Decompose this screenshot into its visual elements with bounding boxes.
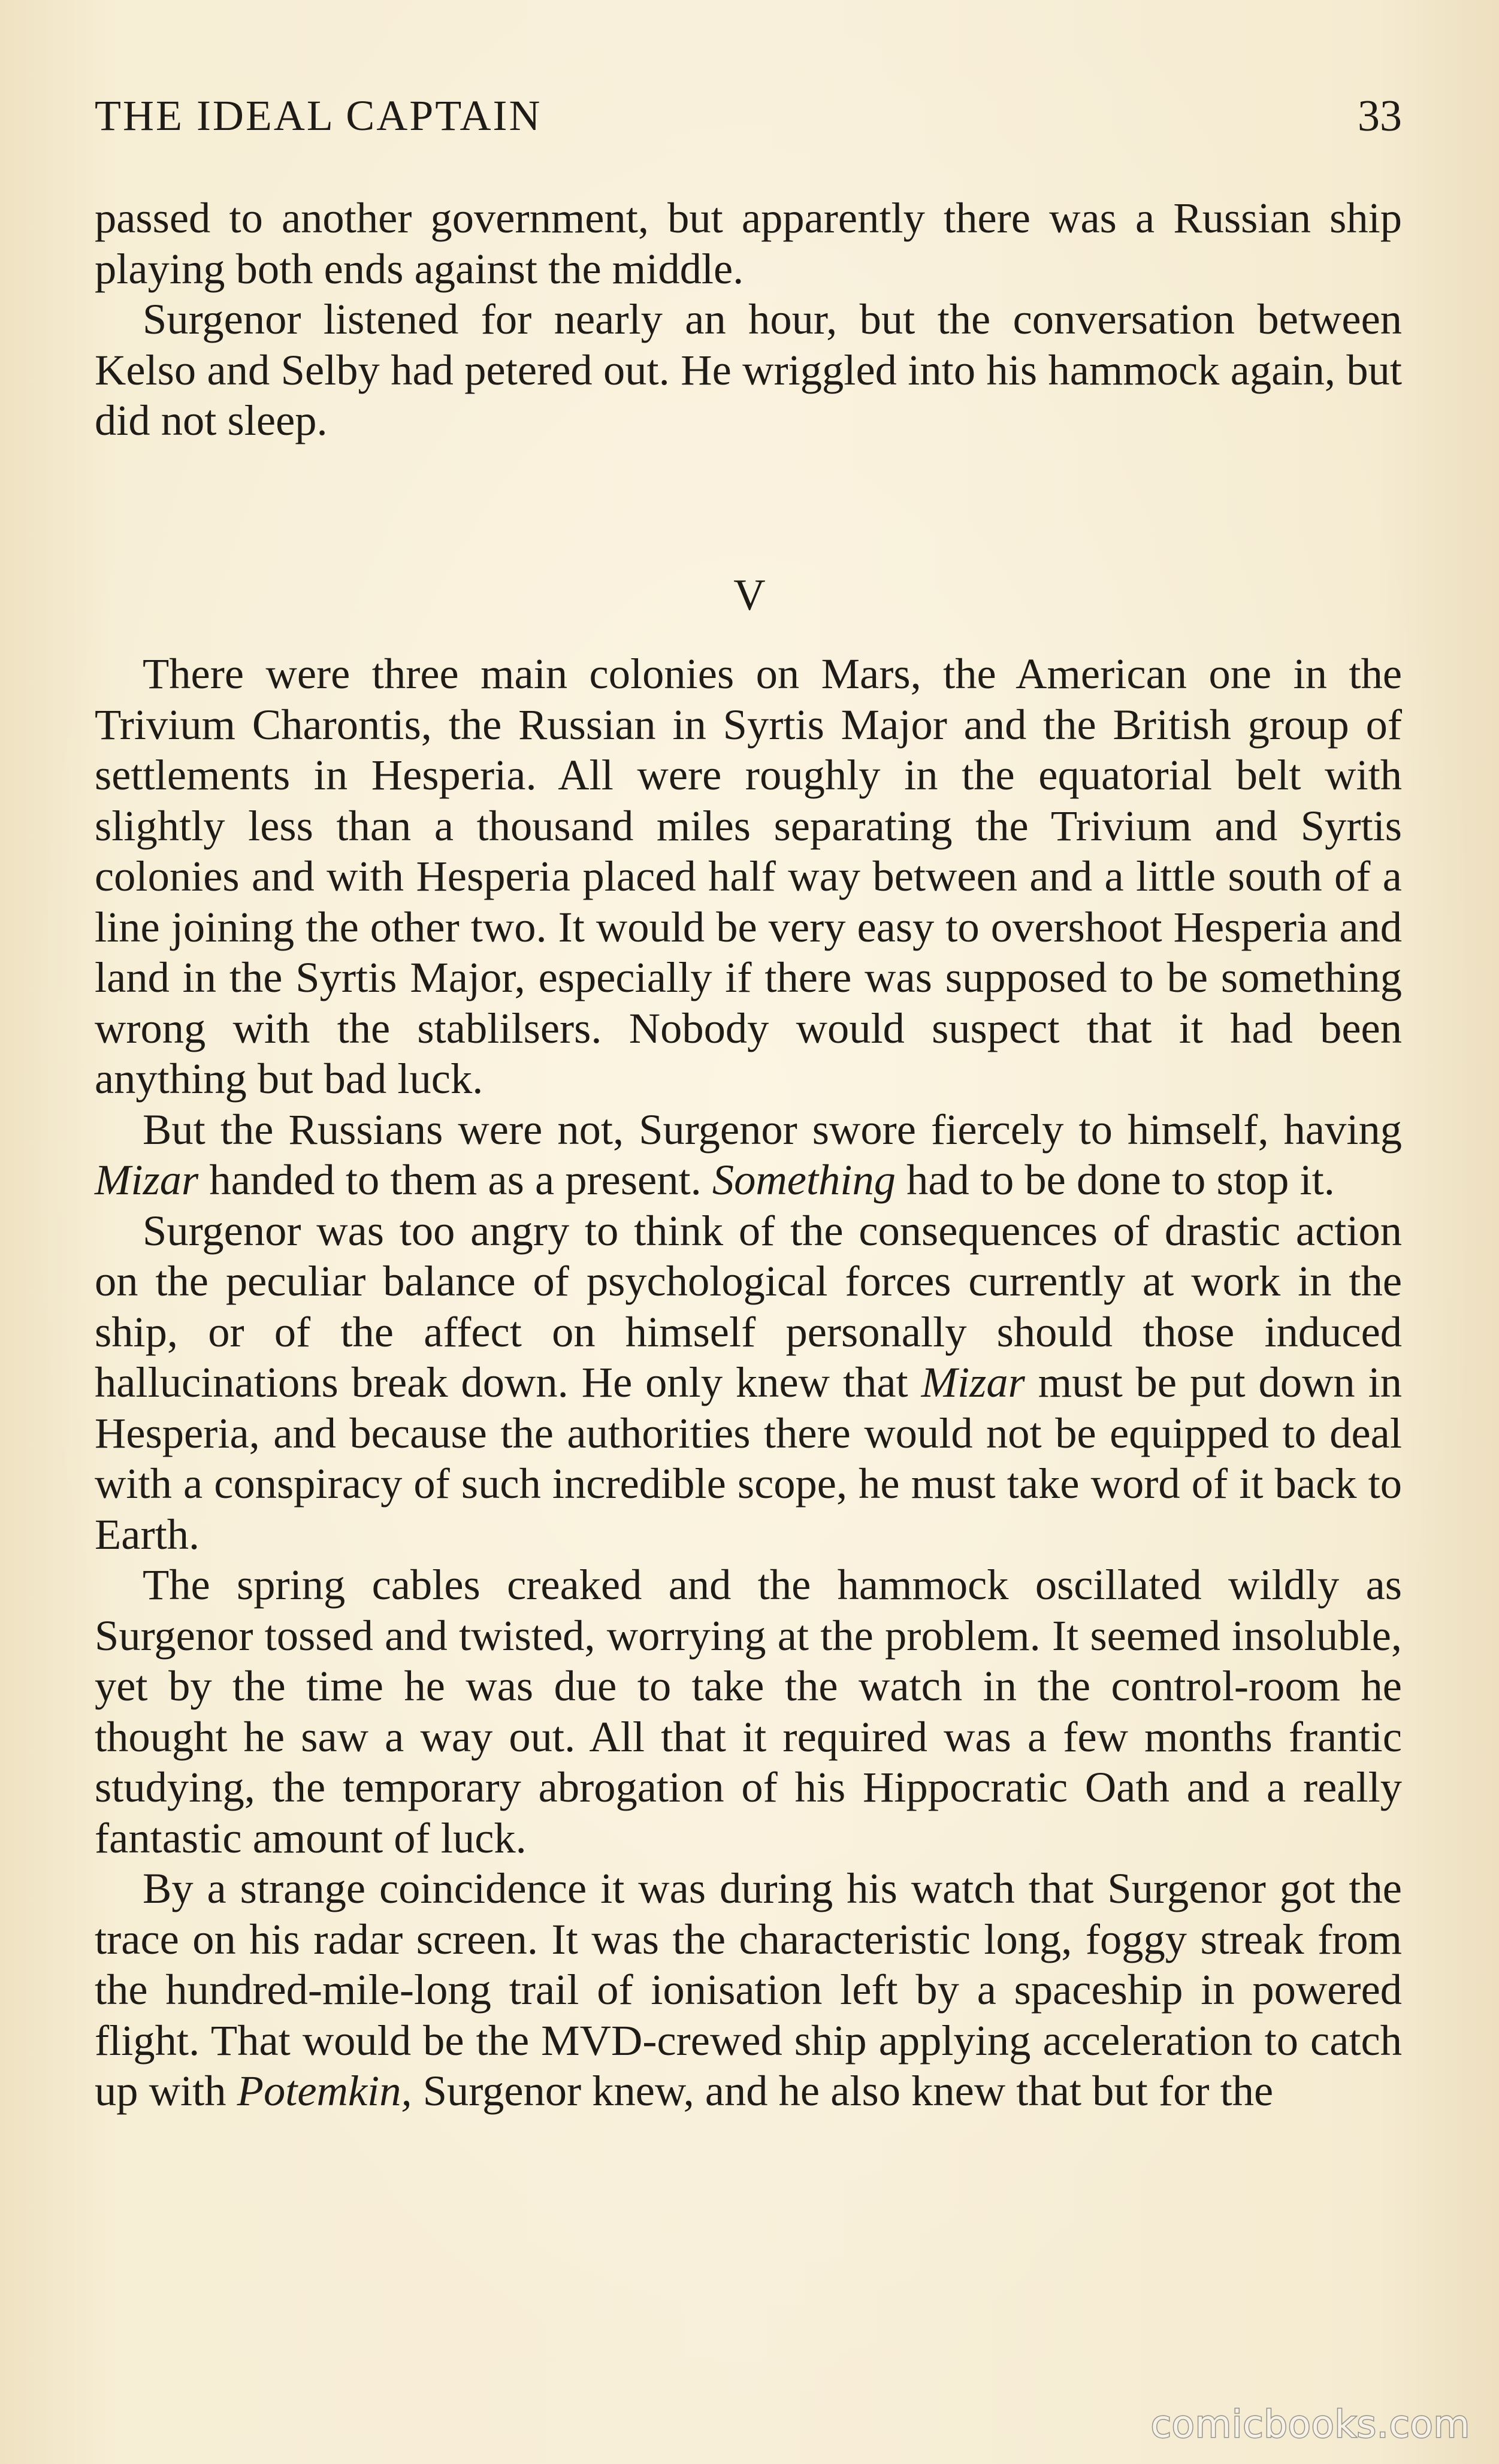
italic-ship-name: Potemkin, — [237, 2066, 412, 2115]
text-run: had to be done to stop it. — [895, 1155, 1335, 1204]
running-head: THE IDEAL CAPTAIN — [95, 92, 542, 140]
paragraph: passed to another government, but apparently there was a Russian ship playing both ends against the middle. — [95, 193, 1402, 293]
watermark: comicbooks.com — [1150, 2402, 1470, 2446]
page-number: 33 — [1358, 92, 1402, 141]
italic-ship-name: Mizar — [95, 1155, 199, 1204]
text-run: Surgenor knew, and he also knew that but for the — [412, 2066, 1274, 2115]
paragraph: There were three main colonies on Mars, the American one in the Trivium Charontis, the Russian in Syrtis Major and the British group of settlements in Hesperia. All were roughly in the equatorial belt with slightly less than a thousand miles separating the Trivium and Syrtis colonies and with Hesperia placed half way between and a little south of a line joining the other two. It would be very easy to overshoot Hesperia and land in the Syrtis Major, especially if there was supposed to be something wrong with the stablilsers. Nobody would suspect that it had been anything but bad luck. — [95, 649, 1402, 1103]
text-run: By a strange coincidence it was during his watch that Surgenor got the trace on his radar screen. It was the characteristic long, foggy streak from the hundred-mile-long trail of ionisation left by a spaceship in powered flight. That would be the MVD-crewed ship applying acceleration to catch up with — [95, 1864, 1402, 2115]
text-run: handed to them as a present. — [198, 1155, 712, 1204]
section-numeral: V — [733, 571, 766, 620]
paragraph — [95, 1104, 1402, 1206]
italic-ship-name: Mizar — [921, 1358, 1025, 1406]
paragraph — [95, 1863, 1402, 2117]
italic-emphasis: Something — [712, 1155, 896, 1204]
paragraph — [95, 1206, 1402, 1560]
text-block-before-section — [95, 193, 1402, 446]
text-block-after-section — [95, 649, 1402, 2117]
text-run: must be put down in Hesperia, and because the authorities there would not be equipped to deal with a conspiracy of such incredible scope, he must take word of it back to Earth. — [95, 1358, 1402, 1558]
paragraph: Surgenor listened for nearly an hour, but the conversation between Kelso and Selby had petered out. He wriggled into his hammock again, but did not sleep. — [95, 295, 1402, 444]
paragraph: The spring cables creaked and the hammock oscillated wildly as Surgenor tossed and twisted, worrying at the problem. It seemed insoluble, yet by the time he was due to take the watch in the control-room he thought he saw a way out. All that it required was a few months frantic studying, the temporary abrogation of his Hippocratic Oath and a really fantastic amount of luck. — [95, 1560, 1402, 1862]
text-run: But the Russians were not, Surgenor swore fiercely to himself, having — [143, 1104, 1402, 1154]
text-run: Surgenor was too angry to think of the consequences of drastic action on the peculiar balance of psychological forces currently at work in the ship, or of the affect on himself personally should those induced hallucinations break down. He only knew that — [95, 1206, 1402, 1406]
